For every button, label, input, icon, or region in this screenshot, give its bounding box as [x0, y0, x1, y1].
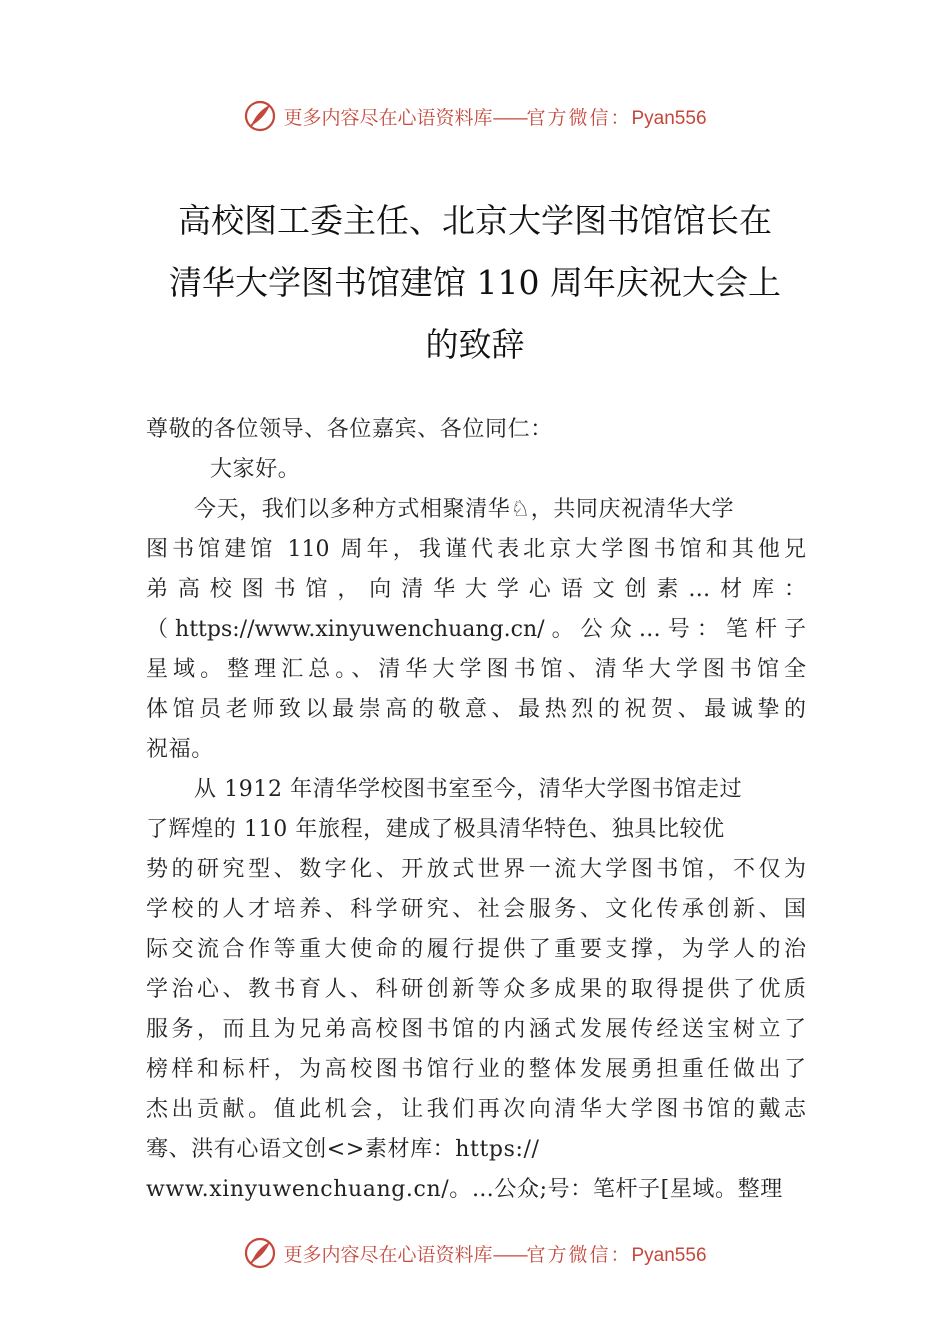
- quill-logo-icon: [243, 1236, 277, 1270]
- paragraph-2-line: 了辉煌的 110 年旅程，建成了极具清华特色、独具比较优: [146, 817, 725, 842]
- paragraph-2-line: 际交流合作等重大使命的履行提供了重要支撑，为学人的治: [146, 937, 806, 962]
- banner-weixin-label: 官方微信：: [526, 106, 632, 129]
- title-line-2: 清华大学图书馆建馆 110 周年庆祝大会上: [169, 263, 781, 302]
- paragraph-2-line: www.xinyuwenchuang.cn/。…公众;号：笔杆子[星域。整理: [146, 1177, 783, 1202]
- salutation: 尊敬的各位领导、各位嘉宾、各位同仁：: [146, 417, 553, 442]
- banner-dash: ——: [492, 106, 527, 129]
- banner-main-text: 更多内容尽在心语资料库: [283, 106, 493, 129]
- paragraph-1-line: 图书馆建馆 110 周年，我谨代表北京大学图书馆和其他兄: [146, 537, 806, 562]
- paragraph-2-line: 骞、洪有心语文创<>素材库：https://: [146, 1137, 540, 1162]
- paragraph-2-line: 学治心、教书育人、科研创新等众多成果的取得提供了优质: [146, 977, 806, 1002]
- banner-weixin-label: 官方微信：: [526, 1243, 632, 1266]
- document-title: [130, 190, 820, 376]
- greeting: 大家好。: [210, 457, 301, 482]
- paragraph-2-line: 服务，而且为兄弟高校图书馆的内涵式发展传经送宝树立了: [146, 1017, 806, 1042]
- paragraph-1-line: 今天，我们以多种方式相聚清华♘，共同庆祝清华大学: [194, 497, 735, 522]
- paragraph-1-line: 体馆员老师致以最崇高的敬意、最热烈的祝贺、最诚挚的: [146, 697, 806, 722]
- banner-dash: ——: [492, 1243, 527, 1266]
- footer-banner: [0, 1231, 950, 1275]
- paragraph-2-line: 从 1912 年清华学校图书室至今，清华大学图书馆走过: [194, 777, 743, 802]
- banner-weixin-id: Pyan556: [631, 1244, 707, 1266]
- title-line-1: 高校图工委主任、北京大学图书馆馆长在: [178, 201, 772, 240]
- paragraph-1-line: 弟高校图书馆，向清华大学心语文创素…材库：: [146, 577, 806, 602]
- paragraph-1-line: 祝福。: [146, 737, 214, 762]
- paragraph-2-line: 学校的人才培养、科学研究、社会服务、文化传承创新、国: [146, 897, 806, 922]
- banner-text: [283, 1240, 706, 1267]
- banner-weixin-id: Pyan556: [631, 107, 707, 129]
- header-banner: [0, 94, 950, 138]
- title-line-3: 的致辞: [425, 325, 525, 364]
- paragraph-1-line: （https://www.xinyuwenchuang.cn/。公众…号：笔杆子: [146, 617, 806, 642]
- document-body: [146, 410, 806, 1210]
- quill-logo-icon: [243, 99, 277, 133]
- paragraph-2-line: 杰出贡献。值此机会，让我们再次向清华大学图书馆的戴志: [146, 1097, 806, 1122]
- banner-text: [283, 103, 706, 130]
- paragraph-1-line: 星域。整理汇总。、清华大学图书馆、清华大学图书馆全: [146, 657, 806, 682]
- paragraph-2-line: 势的研究型、数字化、开放式世界一流大学图书馆，不仅为: [146, 857, 806, 882]
- banner-main-text: 更多内容尽在心语资料库: [283, 1243, 493, 1266]
- paragraph-2-line: 榜样和标杆，为高校图书馆行业的整体发展勇担重任做出了: [146, 1057, 806, 1082]
